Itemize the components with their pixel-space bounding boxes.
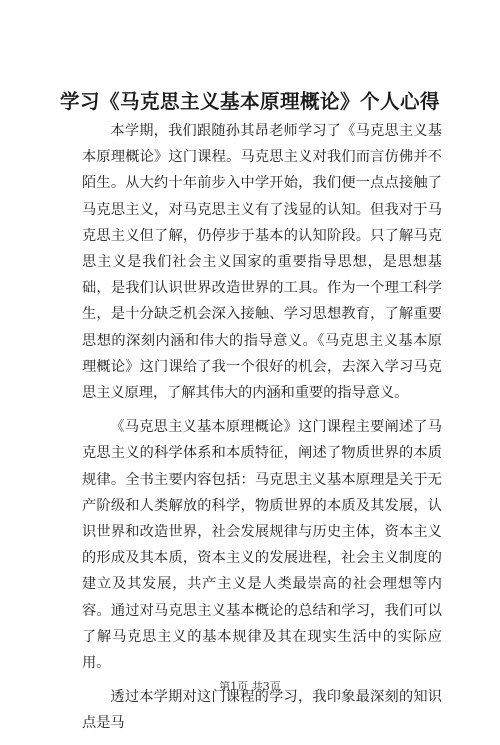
body-paragraph-3: 透过本学期对这门课程的学习，我印象最深刻的知识点是马 <box>82 689 442 732</box>
body-paragraph-1: 本学期，我们跟随孙其昂老师学习了《马克思主义基本原理概论》这门课程。马克思主义对我们而言仿佛并不陌生。从大约十年前步入中学开始，我们便一点点接触了马克思主义，对马克思主义有了浅显的认知。但我对于马克思主义但了解，仍停步于基本的认知阶段。只了解马克思主义是我们社会主义国家的重要指导思想，是思想基础，是我们认识世界改造世界的工具。作为一个理工科学生，是十分缺乏机会深入接触、学习思想教育，了解重要思想的深刻内涵和伟大的指导意义。《马克思主义基本原理概论》这门课给了我一个很好的机会，去深入学习马克思主义原理，了解其伟大的内涵和重要的指导意义。 <box>82 123 442 402</box>
body-paragraph-2: 《马克思主义基本原理概论》这门课程主要阐述了马克思主义的科学体系和本质特征，阐述了物质世界的本质规律。全书主要内容包括：马克思主义基本原理是关于无产阶级和人类解放的科学，物质世界的本质及其发展，认识世界和改造世界，社会发展规律与历史主体，资本主义的形成及其本质，资本主义的发展进程，社会主义制度的建立及其发展，共产主义是人类最崇高的社会理想等内容。通过对马克思主义基本概论的总结和学习，我们可以了解马克思主义的基本规律及其在现实生活中的实际应用。 <box>82 419 442 672</box>
document-title: 学习《马克思主义基本原理概论》个人心得 <box>59 90 440 113</box>
page-footer: 第1页 共3页 <box>219 680 281 693</box>
document-body <box>82 118 442 745</box>
